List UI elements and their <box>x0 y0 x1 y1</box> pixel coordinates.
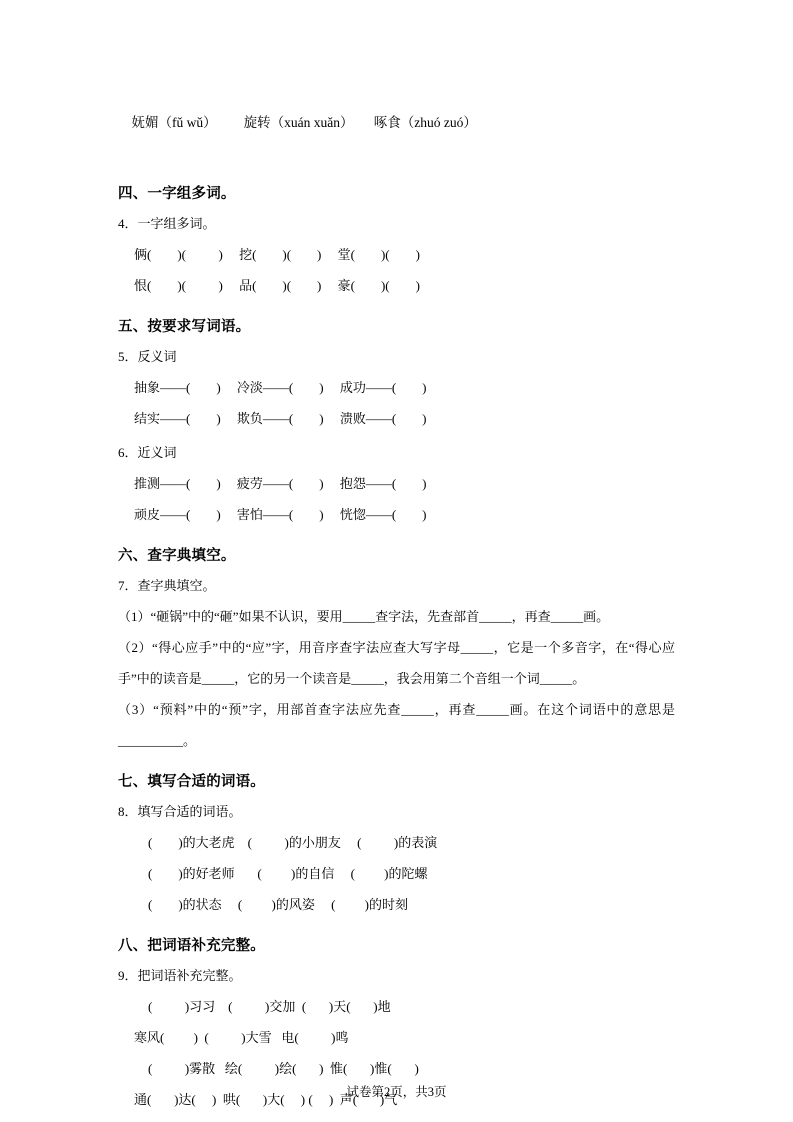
pinyin-item-1 <box>132 108 217 138</box>
pinyin-choice-row <box>118 78 675 168</box>
answer-line-4-2[interactable]: 恨( )( ) 品( )( ) 豪( )( ) <box>134 278 420 293</box>
answer-line-8-2[interactable]: ( )的好老师 ( )的自信 ( )的陀螺 <box>148 866 428 881</box>
question-number-8: 8．填写合适的词语。 <box>118 804 242 819</box>
answer-line-5-1[interactable]: 抽象——( ) 冷淡——( ) 成功——( ) <box>134 380 427 395</box>
section-heading-4: 四、一字组多词。 <box>118 186 236 202</box>
answer-line-8-3[interactable]: ( )的状态 ( )的风姿 ( )的时刻 <box>148 897 408 912</box>
dictionary-para-1[interactable]: （1）“砸锅”中的“砸”如果不认识，要用_____查字法，先查部首_____，再查_____画。 <box>118 609 610 624</box>
answer-line-5-2[interactable]: 结实——( ) 欺负——( ) 溃败——( ) <box>134 411 427 426</box>
pinyin-reading-1: （fǔ wǔ） <box>158 115 217 130</box>
pinyin-word-2: 旋转 <box>243 115 271 130</box>
question-number-6: 6．近义词 <box>118 445 177 460</box>
question-number-9: 9．把词语补充完整。 <box>118 968 242 983</box>
section-heading-6: 六、查字典填空。 <box>118 548 236 564</box>
answer-line-9-4[interactable]: 通( )达( ) 哄( )大( ) ( ) 声( )气 <box>134 1092 398 1107</box>
question-number-5: 5．反义词 <box>118 349 177 364</box>
section-heading-5: 五、按要求写词语。 <box>118 319 251 335</box>
pinyin-reading-3: （zhuó zuó） <box>400 115 477 130</box>
pinyin-item-3 <box>374 108 477 138</box>
answer-line-8-1[interactable]: ( )的大老虎 ( )的小朋友 ( )的表演 <box>148 835 438 850</box>
pinyin-gap-2 <box>353 115 373 130</box>
pinyin-gap-1 <box>217 115 244 130</box>
dictionary-para-3[interactable]: （3）“预料”中的“预”字，用部首查字法应先查_____，再查_____画。在这个词语中的意思是__________。 <box>118 702 675 748</box>
question-number-7: 7．查字典填空。 <box>118 578 216 593</box>
section-heading-8: 八、把词语补充完整。 <box>118 938 265 954</box>
pinyin-item-2 <box>244 108 354 138</box>
answer-line-6-1[interactable]: 推测——( ) 疲劳——( ) 抱怨——( ) <box>134 476 427 491</box>
pinyin-reading-2: （xuán xuǎn） <box>270 115 354 130</box>
answer-line-6-2[interactable]: 顽皮——( ) 害怕——( ) 恍惚——( ) <box>134 507 427 522</box>
answer-line-9-1[interactable]: ( )习习 ( )交加 ( )天( )地 <box>148 999 391 1014</box>
answer-line-9-2[interactable]: 寒风( ) ( )大雪 电( )鸣 <box>134 1030 349 1045</box>
section-heading-7: 七、填写合适的词语。 <box>118 774 265 790</box>
pinyin-word-3: 啄食 <box>373 115 401 130</box>
dictionary-para-2[interactable]: （2）“得心应手”中的“应”字，用音序查字法应查大写字母_____，它是一个多音字，在“得心应手”中的读音是_____，它的另一个读音是_____，我会用第二个音组一个词_____。 <box>118 640 675 686</box>
pinyin-word-1: 妩媚 <box>131 115 159 130</box>
page-footer: 试卷第2页，共3页 <box>346 1085 447 1099</box>
question-number-4: 4．一字组多词。 <box>118 216 216 231</box>
answer-line-4-1[interactable]: 俩( )( ) 挖( )( ) 堂( )( ) <box>134 247 420 262</box>
answer-line-9-3[interactable]: ( )雾散 绘( )绘( ) 惟( )惟( ) <box>148 1061 419 1076</box>
